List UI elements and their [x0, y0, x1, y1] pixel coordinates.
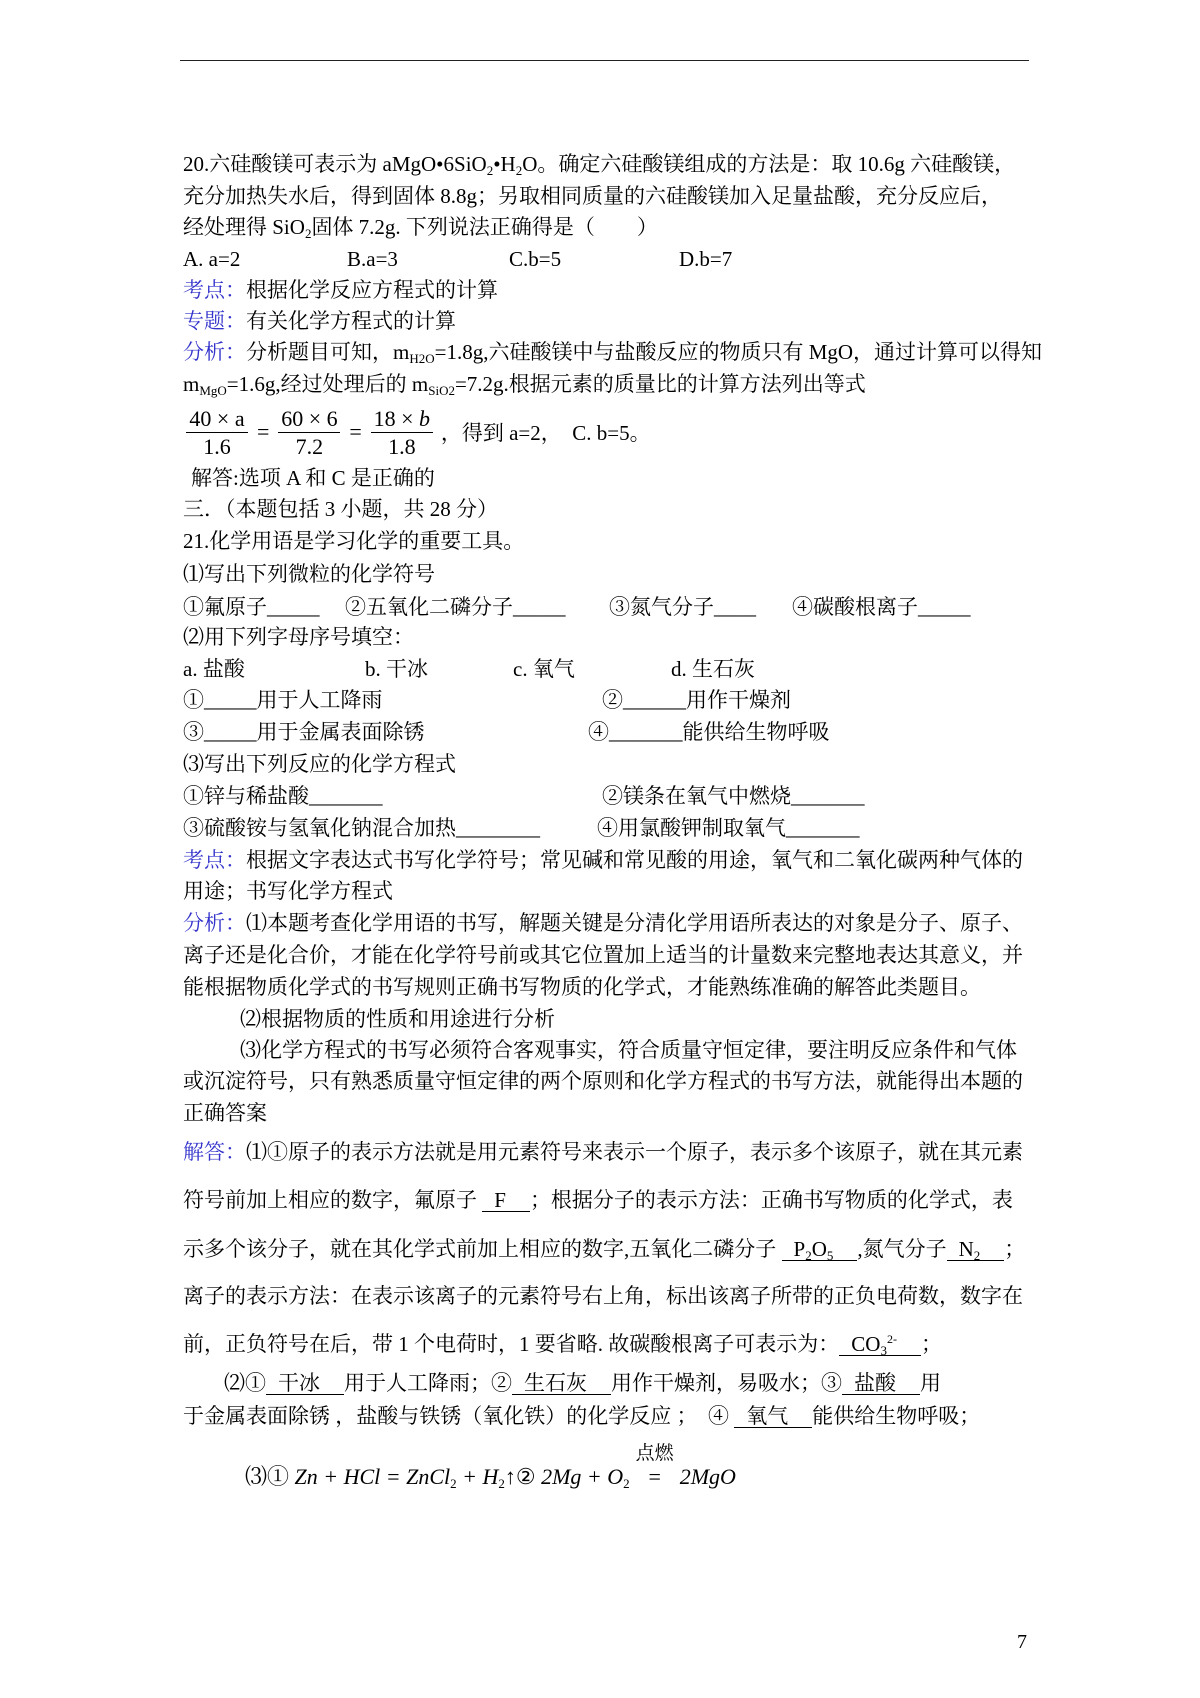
formula-subscript: 5 — [826, 1248, 834, 1263]
page-number: 7 — [1017, 1631, 1027, 1653]
section-3-heading: 三．（本题包括 3 小题，共 28 分） — [183, 497, 498, 521]
fraction-denominator: 1.8 — [388, 433, 416, 459]
formula-subscript: SiO2 — [428, 383, 455, 398]
text-segment: 于金属表面除锈 ，盐酸与铁锈（氧化铁）的化学反应 ； ④ — [183, 1404, 735, 1428]
q21-answer-equations — [245, 1443, 736, 1489]
text-segment: =1.8g,六硅酸镁中与盐酸反应的物质只有 MgO，通过计算可以得知 — [434, 340, 1043, 364]
q20-analysis-line-1 — [183, 340, 1042, 364]
equation-marker-2: ② — [515, 1464, 536, 1489]
q21-part3-item-3: ③硫酸铵与氢氧化钠混合加热________ — [183, 816, 540, 840]
q20-topic — [183, 309, 456, 333]
filled-answer-hydrochloric-acid: 盐酸 — [842, 1373, 920, 1395]
q21-part2-item-1: ①_____用于人工降雨 — [183, 688, 383, 712]
analysis-label: 分析： — [183, 340, 246, 364]
q21-part2-item-2: ②______用作干燥剂 — [602, 688, 791, 712]
q21-part1-title: ⑴写出下列微粒的化学符号 — [183, 562, 435, 586]
text-segment: 用 — [920, 1371, 941, 1395]
q20-stem-line-2: 充分加热失水后，得到固体 8.8g；另取相同质量的六硅酸镁加入足量盐酸，充分反应后， — [183, 184, 1002, 208]
q21-part2-choice-d: d. 生石灰 — [671, 657, 755, 681]
fraction-denominator: 7.2 — [295, 433, 324, 459]
text-segment: 前，正负符号在后，带 1 个电荷时，1 要省略. 故碳酸根离子可表示为： — [183, 1332, 840, 1356]
ion-charge-superscript: 2- — [886, 1332, 897, 1346]
q21-part2-choice-b: b. 干冰 — [365, 657, 428, 681]
text-segment: 能供给生物呼吸； — [812, 1404, 981, 1428]
text-segment: 示多个该分子，就在其化学式前加上相应的数字,五氧化二磷分子 — [183, 1237, 782, 1261]
text-segment: ； — [920, 1332, 942, 1356]
q21-part3-item-2: ②镁条在氧气中燃烧_______ — [602, 784, 865, 808]
filled-answer-n2 — [947, 1239, 1005, 1261]
numerator-text: 18 × — [373, 405, 420, 431]
q21-analysis-line-1 — [183, 911, 1023, 935]
reaction-condition — [636, 1443, 674, 1489]
q21-part3-item-4: ④用氯酸钾制取氧气_______ — [597, 816, 860, 840]
formula-subscript: 3 — [880, 1343, 887, 1358]
q21-analysis-line-2: 离子还是化合价，才能在化学符号前或其它位置加上适当的计量数来完整地表达其意义，并 — [183, 943, 1023, 967]
mass-ratio-equation — [186, 404, 651, 460]
fraction-denominator: 1.6 — [203, 433, 231, 459]
condition-text: 点燃 — [635, 1443, 674, 1464]
formula-text: CO — [851, 1332, 881, 1356]
text-segment: =7.2g.根据元素的质量比的计算方法列出等式 — [454, 372, 866, 396]
q20-analysis-line-2 — [183, 372, 866, 396]
topic-label: 专题： — [183, 309, 246, 333]
formula-subscript: 2 — [486, 163, 494, 178]
fraction-2 — [278, 405, 340, 460]
topic-text: 有关化学方程式的计算 — [246, 309, 456, 333]
formula-subscript: H2O — [409, 351, 435, 366]
formula-text: P — [793, 1237, 806, 1261]
q20-answer: 解答:选项 A 和 C 是正确的 — [191, 466, 435, 490]
point-text: 根据文字表达式书写化学符号；常见碱和常见酸的用途，氧气和二氧化碳两种气体的 — [246, 848, 1023, 872]
fraction-numerator: 60 × 6 — [278, 405, 340, 433]
equation-product: 2MgO — [679, 1464, 736, 1489]
text-segment: m — [183, 372, 200, 396]
q21-analysis-line-7: 正确答案 — [183, 1101, 267, 1125]
q21-part2-choice-a: a. 盐酸 — [183, 657, 245, 681]
text-segment: =1.6g,经过处理后的 m — [226, 372, 429, 396]
text-segment: 符号前加上相应的数字，氟原子 — [183, 1188, 483, 1212]
q20-point — [183, 278, 498, 302]
q21-part3-title: ⑶写出下列反应的化学方程式 — [183, 752, 456, 776]
text-segment: 经处理得 SiO — [183, 215, 305, 239]
text-segment: ⑵① — [224, 1371, 266, 1395]
analysis-label: 分析： — [183, 911, 246, 935]
text-segment: ；根据分子的表示方法：正确书写物质的化学式，表 — [529, 1188, 1013, 1212]
formula-subscript: 2 — [515, 163, 523, 178]
text-segment: 用作干燥剂，易吸水；③ — [611, 1371, 842, 1395]
filled-answer-dry-ice: 干冰 — [266, 1373, 344, 1395]
point-text: 根据化学反应方程式的计算 — [246, 278, 498, 302]
answer-label: 解答： — [183, 1140, 246, 1164]
formula-text: O — [811, 1237, 827, 1261]
point-label: 考点： — [183, 848, 246, 872]
q21-part2-item-4: ④_______能供给生物呼吸 — [588, 720, 830, 744]
formula-subscript: 2 — [805, 1248, 812, 1263]
q21-part1-item-4: ④碳酸根离子_____ — [792, 595, 971, 619]
q21-part2-choice-c: c. 氧气 — [513, 657, 575, 681]
q21-part1-item-2: ②五氧化二磷分子_____ — [345, 595, 566, 619]
equals-sign: = — [257, 419, 270, 444]
text-segment: 固体 7.2g. 下列说法正确得是（ ） — [311, 215, 658, 239]
q21-answer-line-3 — [183, 1237, 1025, 1261]
q21-analysis-line-4: ⑵根据物质的性质和用途进行分析 — [240, 1007, 555, 1031]
text-segment: ,氮气分子 — [857, 1237, 947, 1261]
formula-subscript: 2 — [304, 226, 312, 241]
equation-prefix: ⑶① — [245, 1464, 290, 1489]
q21-answer-line-2 — [183, 1188, 1013, 1212]
formula-text: N — [958, 1237, 974, 1261]
equation-magnesium-reactants: 2Mg + O — [535, 1464, 624, 1489]
q21-analysis-line-5: ⑶化学方程式的书写必须符合客观事实，符合质量守恒定律，要注明反应条件和气体 — [240, 1038, 1017, 1062]
formula-subscript: 2 — [498, 1476, 505, 1491]
equation-zinc-reactants: Zn + HCl = ZnCl — [289, 1464, 451, 1489]
q21-answer-line-7 — [183, 1404, 980, 1428]
q21-point-line-2: 用途；书写化学方程式 — [183, 879, 393, 903]
numerator-variable: b — [419, 405, 431, 431]
formula-subscript: 2 — [623, 1476, 630, 1491]
q21-part1-item-3: ③氮气分子____ — [609, 595, 756, 619]
filled-answer-oxygen: 氧气 — [734, 1406, 812, 1428]
answer-text: ⑴①原子的表示方法就是用元素符号来表示一个原子，表示多个该原子，就在其元素 — [246, 1140, 1023, 1164]
filled-answer-fluorine: F — [482, 1190, 530, 1212]
q20-option-c: C.b=5 — [509, 247, 562, 271]
q20-stem-line-1 — [183, 152, 1015, 176]
text-segment: 20.六硅酸镁可表示为 aMgO•6SiO — [183, 152, 487, 176]
fraction-numerator — [371, 405, 433, 433]
text-segment: 分析题目可知，m — [246, 340, 410, 364]
fraction-3 — [371, 405, 433, 460]
fraction-numerator: 40 × a — [186, 405, 248, 433]
q20-option-a: A. a=2 — [183, 247, 241, 271]
q21-answer-line-1 — [183, 1140, 1023, 1164]
text-segment: O。确定六硅酸镁组成的方法是：取 10.6g 六硅酸镁， — [522, 152, 1016, 176]
q21-answer-line-6 — [224, 1371, 941, 1395]
fraction-1 — [186, 405, 248, 460]
formula-subscript: 2 — [973, 1248, 981, 1263]
equation-hydrogen: + H — [456, 1464, 499, 1489]
filled-answer-carbonate — [839, 1334, 921, 1356]
equals-sign: = — [648, 1464, 661, 1489]
q21-answer-line-5 — [183, 1332, 942, 1356]
q21-stem: 21.化学用语是学习化学的重要工具。 — [183, 529, 525, 553]
q21-analysis-line-6: 或沉淀符号，只有熟悉质量守恒定律的两个原则和化学方程式的书写方法，就能得出本题的 — [183, 1069, 1023, 1093]
text-segment: 用于人工降雨；② — [344, 1371, 512, 1395]
q21-answer-line-4: 离子的表示方法：在表示该离子的元素符号右上角，标出该离子所带的正负电荷数，数字在 — [183, 1284, 1023, 1308]
q20-option-b: B.a=3 — [347, 247, 398, 271]
formula-subscript: MgO — [199, 383, 227, 398]
text-segment: •H — [493, 152, 516, 176]
formula-subscript: 2 — [450, 1476, 457, 1491]
filled-answer-p2o5 — [782, 1239, 858, 1261]
q20-stem-line-3 — [183, 215, 658, 239]
equation-result: ，得到 a=2， C. b=5。 — [440, 421, 651, 445]
q21-part1-item-1: ①氟原子_____ — [183, 595, 320, 619]
text-segment: ； — [1004, 1237, 1026, 1261]
header-rule — [180, 60, 1029, 61]
q21-part3-item-1: ①锌与稀盐酸_______ — [183, 784, 383, 808]
q21-part2-item-3: ③_____用于金属表面除锈 — [183, 720, 425, 744]
q21-part2-title: ⑵用下列字母序号填空： — [183, 625, 414, 649]
q21-point-line-1 — [183, 848, 1023, 872]
q21-analysis-line-3: 能根据物质化学式的书写规则正确书写物质的化学式，才能熟练准确的解答此类题目。 — [183, 975, 981, 999]
filled-answer-quicklime: 生石灰 — [512, 1373, 611, 1395]
point-label: 考点： — [183, 278, 246, 302]
q20-option-d: D.b=7 — [679, 247, 733, 271]
gas-arrow-icon: ↑ — [504, 1464, 516, 1489]
analysis-text: ⑴本题考查化学用语的书写，解题关键是分清化学用语所表达的对象是分子、原子、 — [246, 911, 1023, 935]
equals-sign: = — [349, 419, 362, 444]
